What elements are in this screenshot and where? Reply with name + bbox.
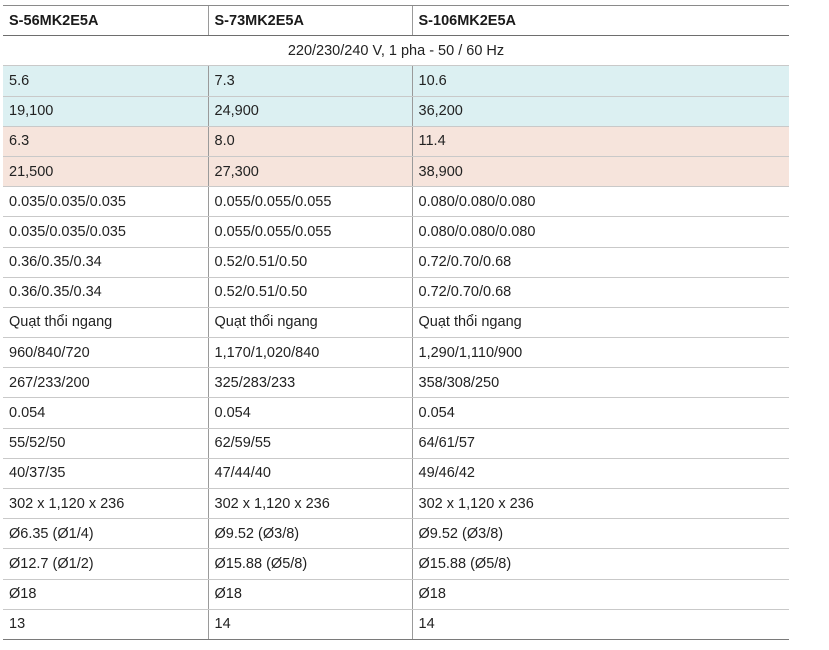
table-row [3,368,789,398]
table-cell: 49/46/42 [412,458,789,488]
table-cell: 36,200 [412,96,789,126]
table-cell: 0.054 [3,398,208,428]
table-cell: 6.3 [3,126,208,156]
model-header: S-56MK2E5A [3,6,208,36]
table-cell: 40/37/35 [3,458,208,488]
table-cell: 0.035/0.035/0.035 [3,187,208,217]
table-cell: 13 [3,609,208,639]
power-supply-cell: 220/230/240 V, 1 pha - 50 / 60 Hz [3,36,789,66]
table-cell: 24,900 [208,96,412,126]
table-cell: 7.3 [208,66,412,96]
table-row [3,307,789,337]
table-row [3,187,789,217]
table-cell: 1,170/1,020/840 [208,338,412,368]
table-cell: Quạt thổi ngang [412,307,789,337]
table-row [3,96,789,126]
table-cell: Ø18 [3,579,208,609]
table-row [3,156,789,186]
table-cell: 1,290/1,110/900 [412,338,789,368]
table-cell: Ø18 [412,579,789,609]
table-cell: 47/44/40 [208,458,412,488]
table-cell: Ø12.7 (Ø1/2) [3,549,208,579]
table-row [3,489,789,519]
table-cell: 0.36/0.35/0.34 [3,277,208,307]
table-cell: 0.72/0.70/0.68 [412,277,789,307]
table-cell: 62/59/55 [208,428,412,458]
table-row [3,549,789,579]
table-cell: 5.6 [3,66,208,96]
table-cell: 14 [412,609,789,639]
table-cell: Ø9.52 (Ø3/8) [208,519,412,549]
table-cell: Ø9.52 (Ø3/8) [412,519,789,549]
table-cell: 0.52/0.51/0.50 [208,277,412,307]
table-cell: 14 [208,609,412,639]
table-cell: Quạt thổi ngang [208,307,412,337]
table-row [3,428,789,458]
table-cell: 0.52/0.51/0.50 [208,247,412,277]
table-row [3,247,789,277]
table-row [3,579,789,609]
table-row [3,519,789,549]
table-cell: 0.055/0.055/0.055 [208,187,412,217]
table-cell: 0.080/0.080/0.080 [412,217,789,247]
model-header: S-73MK2E5A [208,6,412,36]
table-cell: 0.054 [412,398,789,428]
model-header: S-106MK2E5A [412,6,789,36]
table-cell: 325/283/233 [208,368,412,398]
table-row [3,126,789,156]
table-cell: 302 x 1,120 x 236 [412,489,789,519]
table-row [3,217,789,247]
table-cell: 10.6 [412,66,789,96]
table-cell: 0.36/0.35/0.34 [3,247,208,277]
table-cell: Ø15.88 (Ø5/8) [208,549,412,579]
table-cell: 0.080/0.080/0.080 [412,187,789,217]
table-cell: 302 x 1,120 x 236 [3,489,208,519]
table-cell: 38,900 [412,156,789,186]
table-cell: 358/308/250 [412,368,789,398]
table-cell: 0.055/0.055/0.055 [208,217,412,247]
table-cell: 302 x 1,120 x 236 [208,489,412,519]
table-cell: 21,500 [3,156,208,186]
table-cell: 55/52/50 [3,428,208,458]
table-cell: Ø15.88 (Ø5/8) [412,549,789,579]
spec-table [3,5,789,640]
power-supply-row [3,36,789,66]
table-row [3,338,789,368]
table-cell: 11.4 [412,126,789,156]
table-cell: 960/840/720 [3,338,208,368]
header-row [3,6,789,36]
table-cell: 0.72/0.70/0.68 [412,247,789,277]
table-cell: 64/61/57 [412,428,789,458]
table-cell: 0.054 [208,398,412,428]
table-row [3,277,789,307]
table-row [3,609,789,639]
table-row [3,66,789,96]
table-cell: 0.035/0.035/0.035 [3,217,208,247]
table-row [3,398,789,428]
table-cell: Ø6.35 (Ø1/4) [3,519,208,549]
table-cell: 8.0 [208,126,412,156]
table-row [3,458,789,488]
table-cell: 27,300 [208,156,412,186]
table-cell: Ø18 [208,579,412,609]
table-cell: 267/233/200 [3,368,208,398]
table-cell: 19,100 [3,96,208,126]
table-cell: Quạt thổi ngang [3,307,208,337]
